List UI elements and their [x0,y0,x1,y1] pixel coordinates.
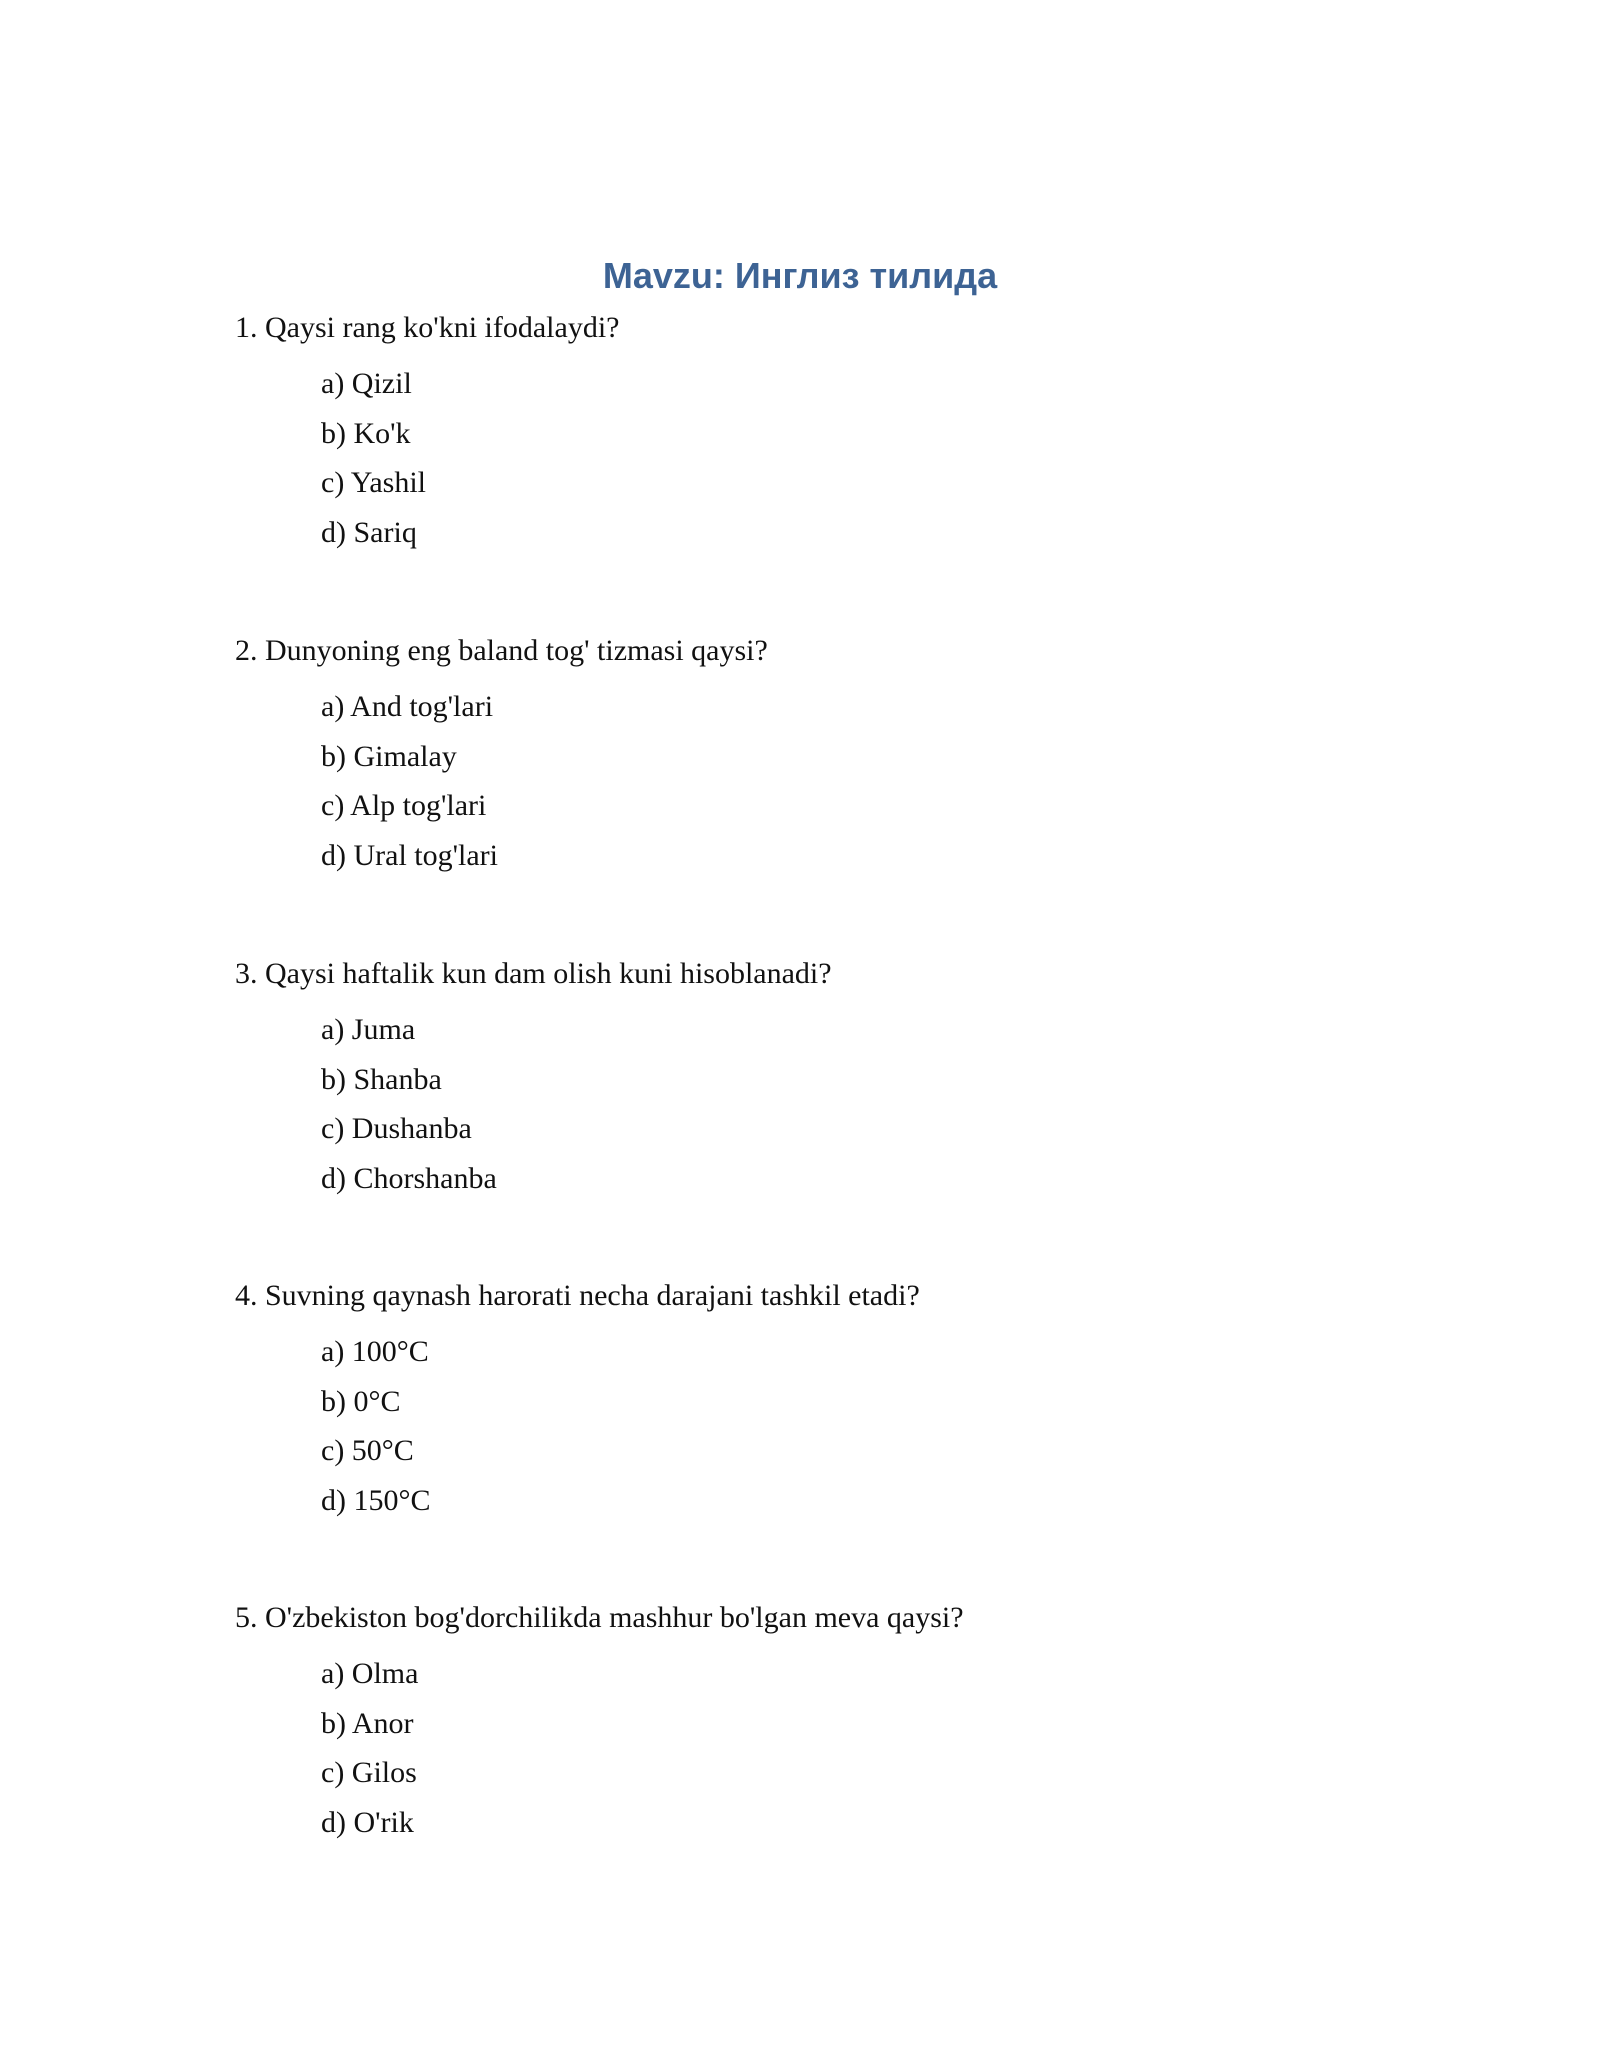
answer-option-a: a) Olma [321,1657,419,1690]
answer-option-d: d) Sariq [321,515,417,549]
question-text: 5. O'zbekiston bog'dorchilikda mashhur bo'lgan meva qaysi? [235,1601,964,1634]
answer-option-d: d) Chorshanba [321,1161,497,1195]
answer-options [235,689,1435,887]
answer-options [235,366,1435,564]
question-3 [235,956,1435,1210]
answer-option-a: a) 100°C [321,1335,429,1368]
answer-option-b: b) Ko'k [321,416,411,450]
answer-option-b: b) Anor [321,1706,414,1740]
question-text: 4. Suvning qaynash harorati necha darajani tashkil etadi? [235,1279,920,1312]
answer-option-b: b) 0°C [321,1384,401,1418]
answer-option-c: c) Dushanba [321,1112,472,1145]
answer-option-b: b) Gimalay [321,739,457,773]
answer-option-d: d) 150°C [321,1483,431,1517]
document-title: Mavzu: Инглиз тилида [602,255,998,296]
answer-option-c: c) 50°C [321,1434,414,1467]
question-4 [235,1278,1435,1532]
question-text: 3. Qaysi haftalik kun dam olish kuni hisoblanadi? [235,957,832,990]
answer-option-d: d) O'rik [321,1805,414,1839]
question-2 [235,633,1435,887]
answer-option-a: a) Juma [321,1013,416,1046]
answer-option-a: a) And tog'lari [321,690,494,723]
answer-option-c: c) Yashil [321,466,427,499]
answer-option-a: a) Qizil [321,367,412,400]
answer-options [235,1012,1435,1210]
answer-option-d: d) Ural tog'lari [321,838,499,872]
question-5 [235,1600,1435,1854]
answer-option-c: c) Gilos [321,1756,417,1789]
question-1 [235,310,1435,564]
answer-option-c: c) Alp tog'lari [321,789,487,822]
question-text: 1. Qaysi rang ko'kni ifodalaydi? [235,311,620,344]
question-text: 2. Dunyoning eng baland tog' tizmasi qaysi? [235,634,768,667]
answer-options [235,1334,1435,1532]
answer-options [235,1656,1435,1854]
answer-option-b: b) Shanba [321,1062,442,1096]
